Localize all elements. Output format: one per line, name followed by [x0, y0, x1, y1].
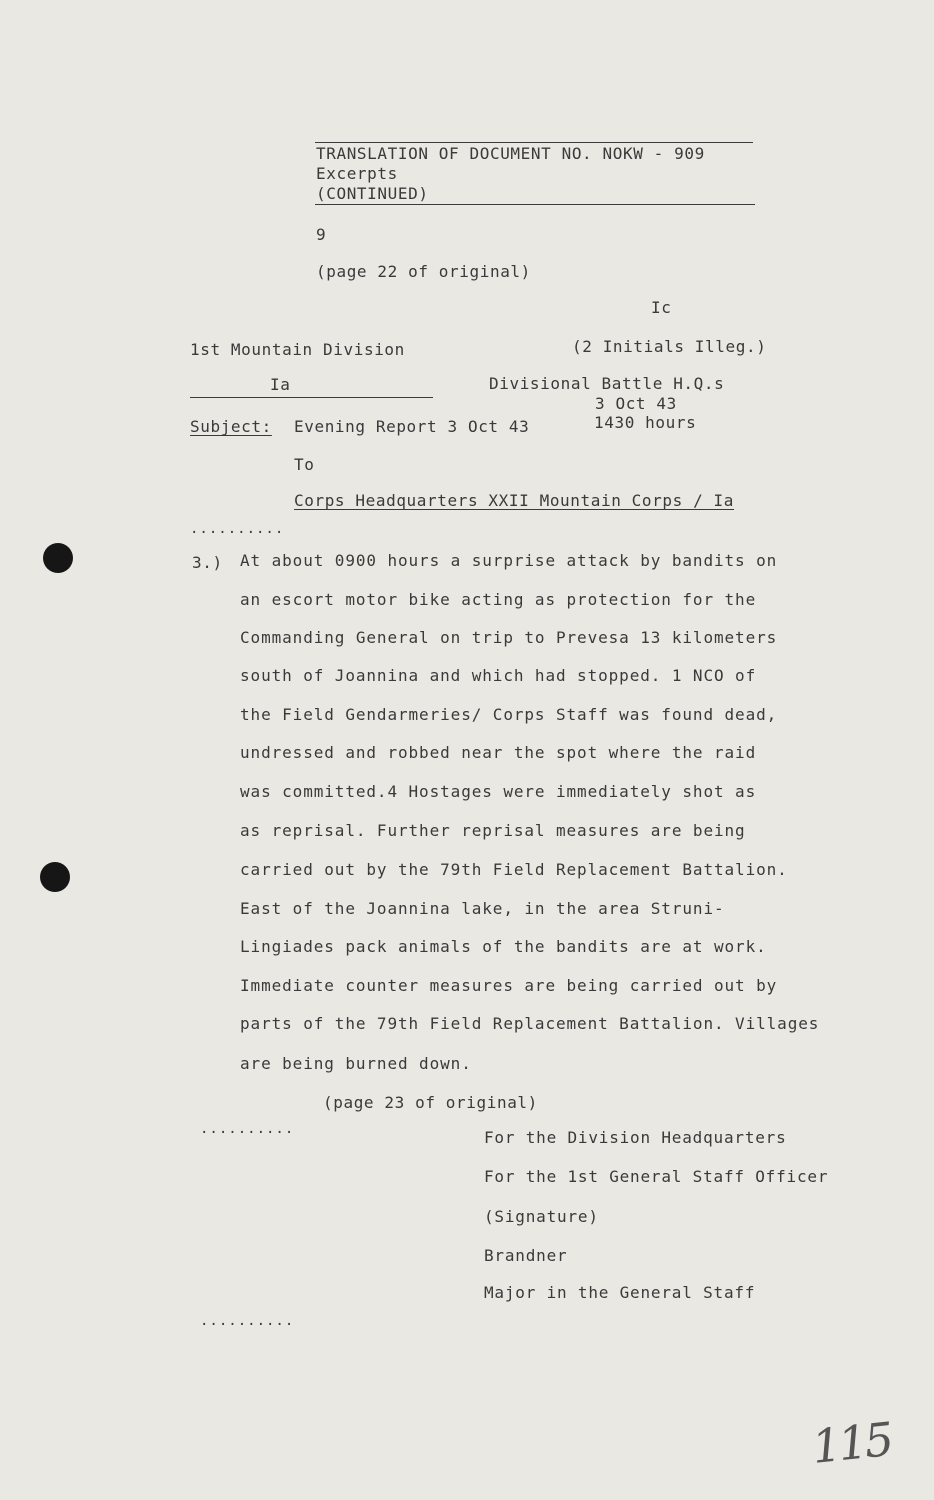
body-line: undressed and robbed near the spot where the raid: [240, 743, 757, 762]
page-marker: 9: [316, 225, 327, 244]
signature-placeholder: (Signature): [484, 1207, 599, 1226]
hq-date: 3 Oct 43: [595, 394, 677, 413]
report-time: 1430 hours: [594, 413, 697, 432]
body-line: At about 0900 hours a surprise attack by bandits on: [240, 551, 778, 570]
page-ref-top: (page 22 of original): [316, 262, 531, 281]
handwritten-page-number: 115: [809, 1412, 894, 1474]
body-line: Commanding General on trip to Prevesa 13 kilometers: [240, 628, 778, 647]
ia-left: Ia: [270, 375, 291, 394]
body-line: are being burned down.: [240, 1054, 472, 1073]
ellipsis-bottom: ..........: [200, 1313, 295, 1329]
body-line: the Field Gendarmeries/ Corps Staff was found dead,: [240, 705, 778, 724]
body-line: parts of the 79th Field Replacement Battalion. Villages: [240, 1014, 820, 1033]
body-line: as reprisal. Further reprisal measures are being: [240, 821, 746, 840]
ellipsis-middle: ..........: [200, 1121, 295, 1137]
punch-hole-bottom: [40, 862, 70, 892]
to-label: To: [294, 455, 315, 474]
body-line: East of the Joannina lake, in the area Struni-: [240, 899, 725, 918]
punch-hole-top: [43, 543, 73, 573]
body-line: carried out by the 79th Field Replacement Battalion.: [240, 860, 788, 879]
initials-note: (2 Initials Illeg.): [572, 337, 767, 356]
ic-label: Ic: [651, 298, 672, 317]
header-top-rule: [315, 142, 753, 143]
document-title: TRANSLATION OF DOCUMENT NO. NOKW - 909: [316, 144, 705, 163]
subject-label: Subject:: [190, 417, 272, 436]
signature-line-2: For the 1st General Staff Officer: [484, 1167, 829, 1186]
signatory-name: Brandner: [484, 1246, 568, 1265]
continued-label: (CONTINUED): [316, 184, 429, 203]
body-line: Immediate counter measures are being carried out by: [240, 976, 778, 995]
hq-label: Divisional Battle H.Q.s: [489, 374, 725, 393]
item-number: 3.): [192, 553, 223, 572]
ia-rule: [190, 397, 433, 398]
excerpts-label: Excerpts: [316, 164, 398, 183]
body-line: Lingiades pack animals of the bandits are at work.: [240, 937, 767, 956]
body-line: was committed.4 Hostages were immediately shot as: [240, 782, 757, 801]
ellipsis-top: ..........: [190, 521, 285, 537]
page-ref-bottom: (page 23 of original): [323, 1093, 538, 1112]
body-line: south of Joannina and which had stopped. 1 NCO of: [240, 666, 757, 685]
subject-text: Evening Report 3 Oct 43: [294, 417, 530, 436]
from-unit: 1st Mountain Division: [190, 340, 405, 359]
signature-line-1: For the Division Headquarters: [484, 1128, 787, 1147]
addressee: Corps Headquarters XXII Mountain Corps / Ia: [294, 491, 735, 510]
signatory-rank: Major in the General Staff: [484, 1283, 756, 1302]
body-line: an escort motor bike acting as protection for the: [240, 590, 757, 609]
header-bottom-rule: [315, 204, 755, 205]
